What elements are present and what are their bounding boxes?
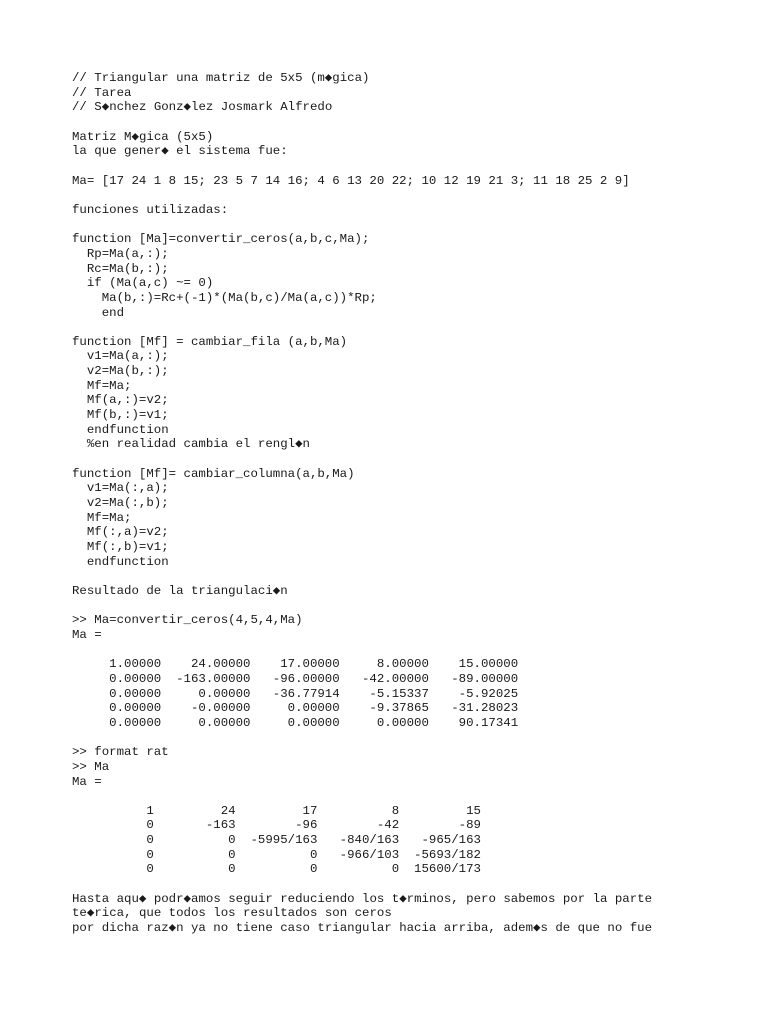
text-line: Mf(b,:)=v1; <box>72 408 169 423</box>
text-line: Resultado de la triangulaci◆n <box>72 583 288 598</box>
text-line: // Tarea <box>72 85 132 100</box>
text-line: if (Ma(a,c) ~= 0) <box>72 276 214 291</box>
text-line: Mf(:,b)=v1; <box>72 540 169 554</box>
text-line: 0.00000 0.00000 -36.77914 -5.15337 -5.92025 <box>72 686 519 701</box>
text-line: Matriz M◆gica (5x5) <box>72 129 214 144</box>
text-line: function [Mf]= cambiar_columna(a,b,Ma) <box>72 466 355 481</box>
text-line: v1=Ma(a,:); <box>72 349 169 364</box>
text-line: 1.00000 24.00000 17.00000 8.00000 15.00000 <box>72 657 519 672</box>
text-line: Hasta aqu◆ podr◆amos seguir reduciendo los t◆rminos, pero sabemos por la parte <box>72 891 653 906</box>
text-line: function [Mf] = cambiar_fila (a,b,Ma) <box>72 334 348 349</box>
text-line: Ma = <box>72 627 102 642</box>
text-line: Rc=Ma(b,:); <box>72 261 169 276</box>
text-line: endfunction <box>72 422 169 437</box>
text-line: >> format rat <box>72 745 169 760</box>
text-line: 0.00000 -163.00000 -96.00000 -42.00000 -89.00000 <box>72 671 519 686</box>
text-line: Ma(b,:)=Rc+(-1)*(Ma(b,c)/Ma(a,c))*Rp; <box>72 290 377 305</box>
text-line: 1 24 17 8 15 <box>72 803 481 818</box>
text-line: Ma = <box>72 774 102 789</box>
text-line: // S◆nchez Gonz◆lez Josmark Alfredo <box>72 100 333 115</box>
text-line: 0 0 0 -966/103 -5693/182 <box>72 847 481 862</box>
text-line: >> Ma <box>72 759 110 774</box>
text-line: >> Ma=convertir_ceros(4,5,4,Ma) <box>72 613 303 628</box>
text-line: Ma= [17 24 1 8 15; 23 5 7 14 16; 4 6 13 20 22; 10 12 19 21 3; 11 18 25 2 9] <box>72 173 630 188</box>
document-text <box>72 71 652 936</box>
text-line: 0.00000 0.00000 0.00000 0.00000 90.17341 <box>72 715 519 730</box>
text-line: Mf=Ma; <box>72 378 132 393</box>
text-line: v1=Ma(:,a); <box>72 481 169 496</box>
text-line: // Triangular una matriz de 5x5 (m◆gica) <box>72 71 370 85</box>
text-line: te◆rica, que todos los resultados son ceros <box>72 906 392 921</box>
text-line: end <box>72 305 125 320</box>
text-line: endfunction <box>72 554 169 569</box>
text-line: 0 -163 -96 -42 -89 <box>72 818 481 833</box>
text-line: Mf=Ma; <box>72 510 132 525</box>
text-line: funciones utilizadas: <box>72 202 229 217</box>
text-line: 0 0 -5995/163 -840/163 -965/163 <box>72 833 481 848</box>
text-line: 0.00000 -0.00000 0.00000 -9.37865 -31.28023 <box>72 701 519 716</box>
text-line: Mf(a,:)=v2; <box>72 393 169 408</box>
text-line: function [Ma]=convertir_ceros(a,b,c,Ma); <box>72 232 370 247</box>
text-line: Mf(:,a)=v2; <box>72 525 169 540</box>
text-line: 0 0 0 0 15600/173 <box>72 862 481 877</box>
text-line: %en realidad cambia el rengl◆n <box>72 437 310 452</box>
text-line: por dicha raz◆n ya no tiene caso triangular hacia arriba, adem◆s de que no fue <box>72 921 653 936</box>
text-line: la que gener◆ el sistema fue: <box>72 144 288 159</box>
text-line: Rp=Ma(a,:); <box>72 246 169 261</box>
text-line: v2=Ma(:,b); <box>72 496 169 511</box>
text-line: v2=Ma(b,:); <box>72 364 169 379</box>
